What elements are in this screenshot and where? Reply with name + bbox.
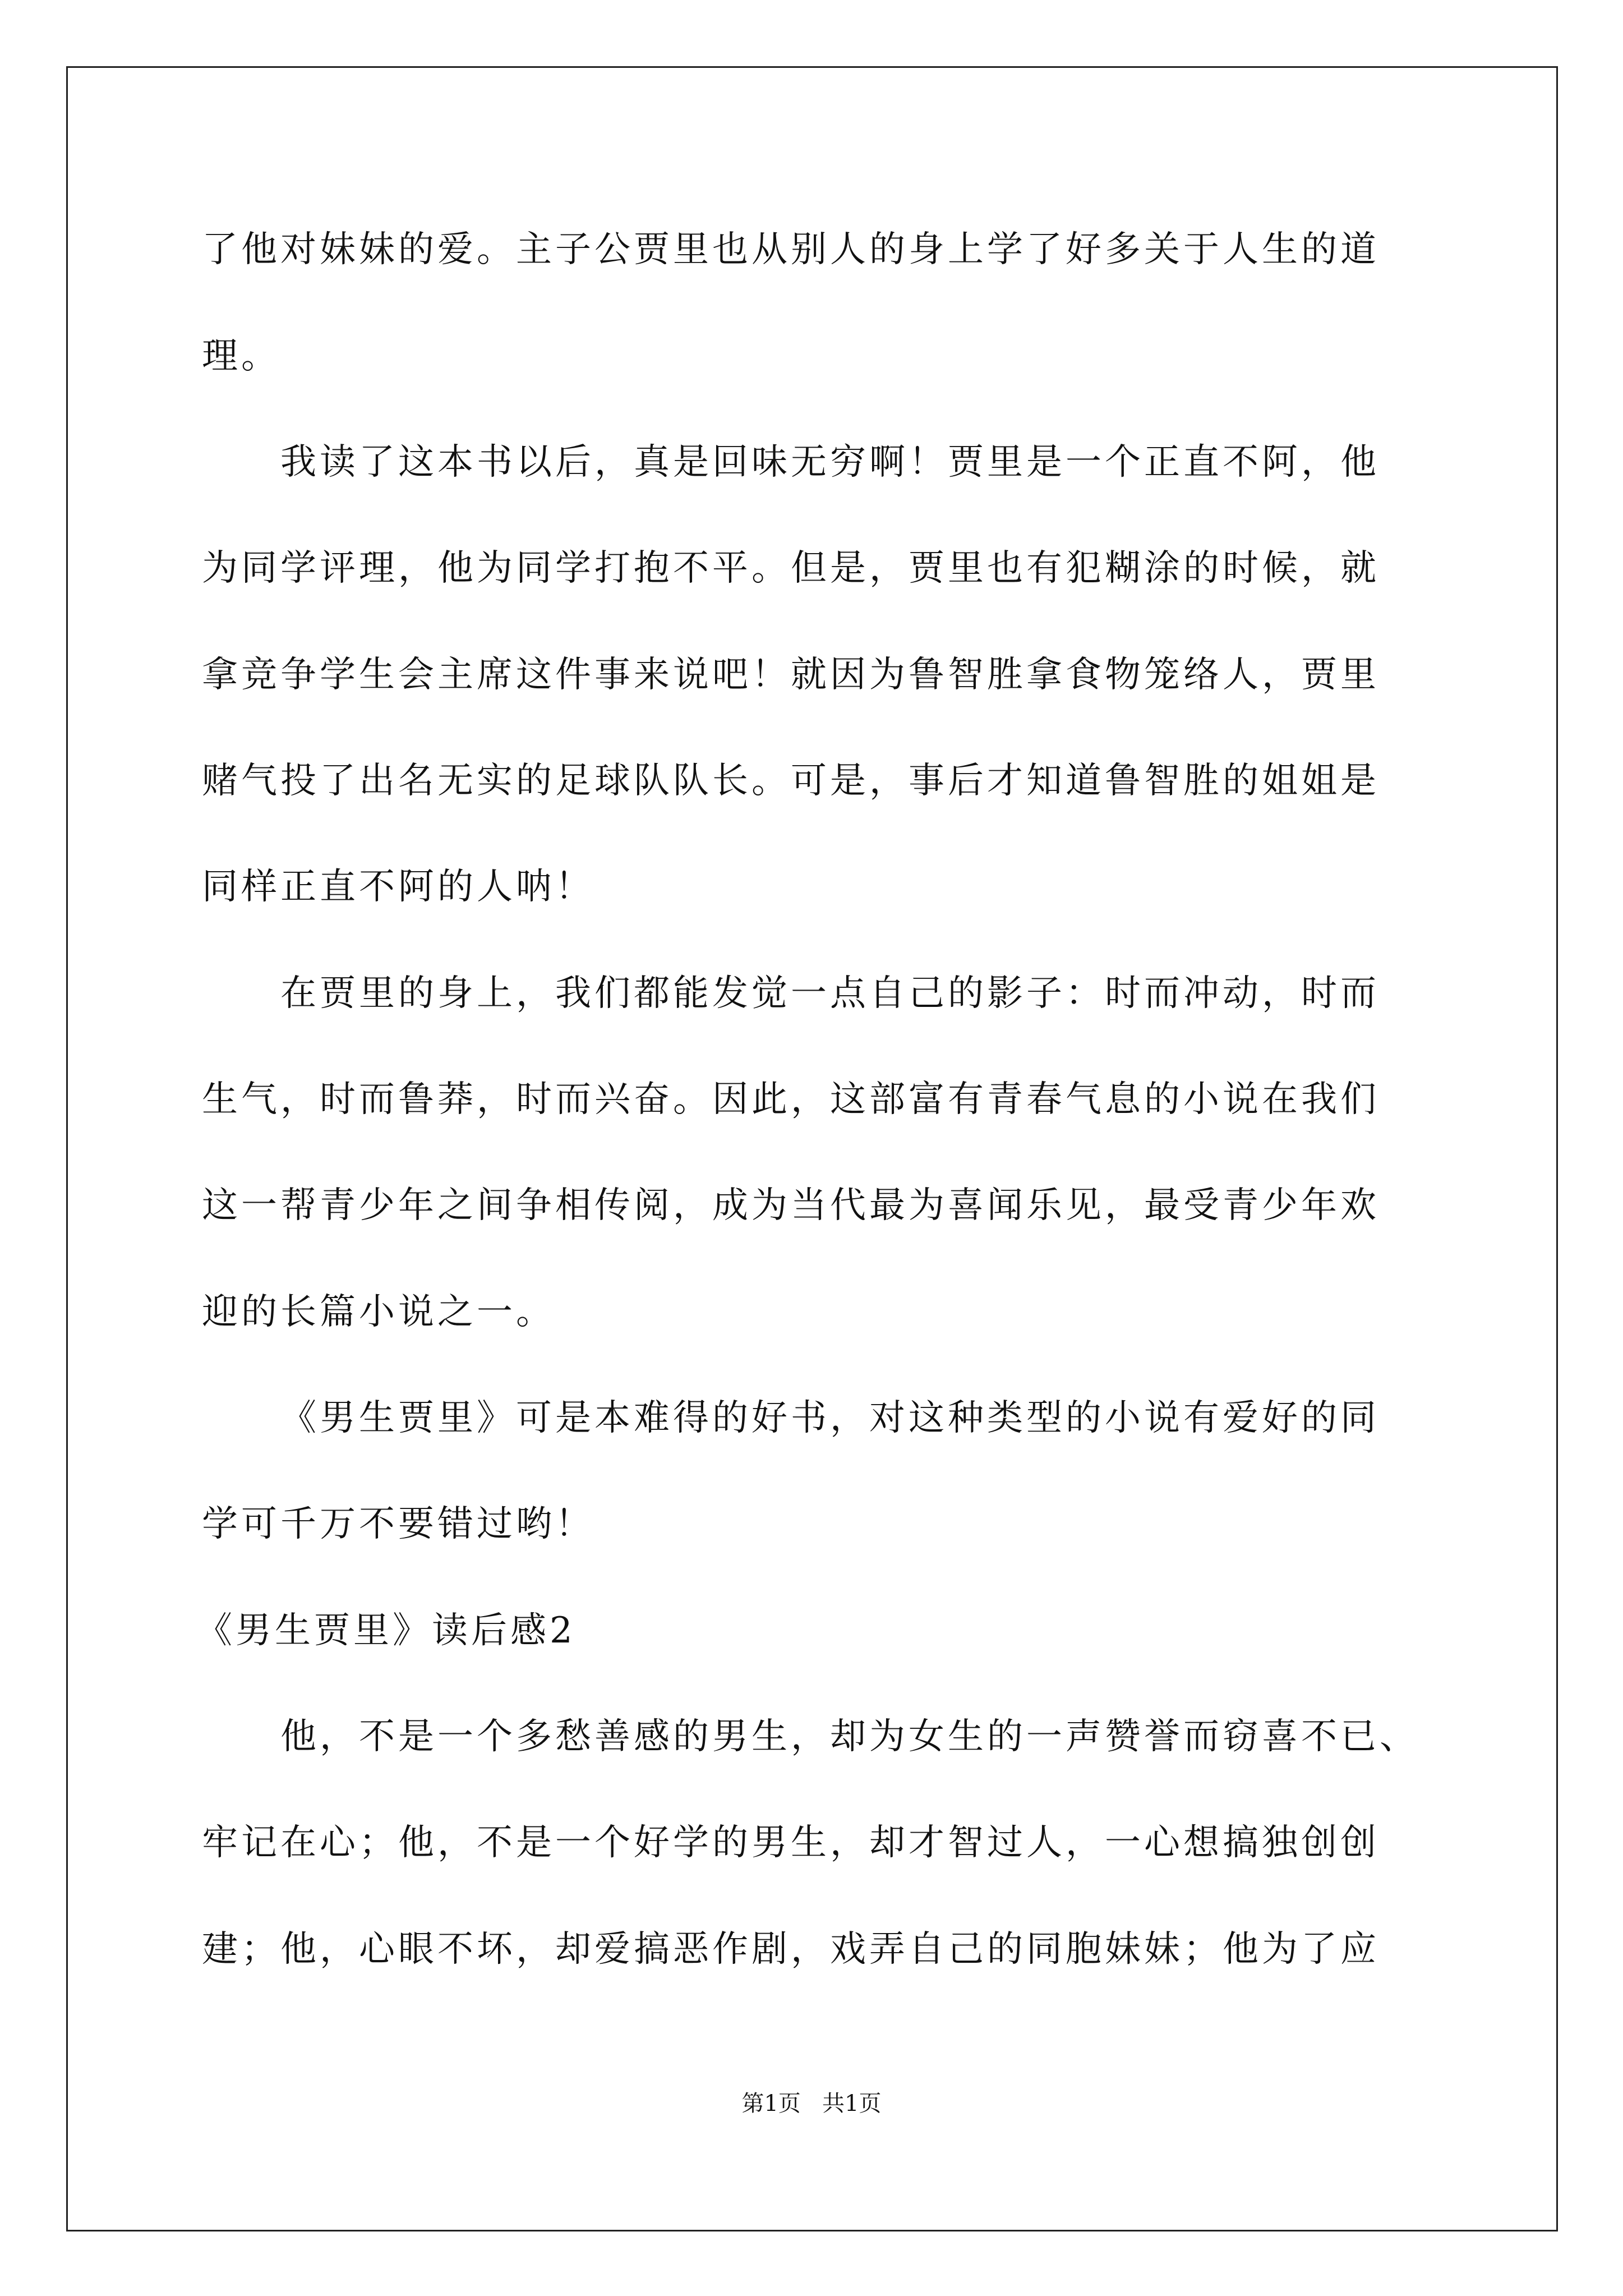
body-text-line: 理。 [202,335,280,377]
body-text-line: 建；他，心眼不坏，却爱搞恶作剧，戏弄自己的同胞妹妹；他为了应 [202,1929,1380,1970]
paragraph-first-line: 《男生贾里》可是本难得的好书，对这种类型的小说有爱好的同 [280,1397,1380,1439]
paragraph-first-line: 在贾里的身上，我们都能发觉一点自己的影子：时而冲动，时而 [280,973,1380,1014]
body-text-line: 为同学评理，他为同学打抱不平。但是，贾里也有犯糊涂的时候，就 [202,547,1380,589]
paragraph-first-line: 他，不是一个多愁善感的男生，却为女生的一声赞誉而窃喜不已、 [280,1716,1419,1757]
body-text-line: 同样正直不阿的人呐！ [202,866,594,908]
body-text-line: 生气，时而鲁莽，时而兴奋。因此，这部富有青春气息的小说在我们 [202,1079,1380,1120]
page-footer: 第1页 共1页 [741,2091,882,2116]
page-border [66,66,1558,2231]
body-text-line: 学可千万不要错过哟！ [202,1503,594,1545]
body-text-line: 赌气投了出名无实的足球队队长。可是，事后才知道鲁智胜的姐姐是 [202,760,1380,802]
body-text-line: 了他对妹妹的爱。主子公贾里也从别人的身上学了好多关于人生的道 [202,229,1380,270]
body-text-line: 迎的长篇小说之一。 [202,1291,555,1333]
body-text-line: 拿竞争学生会主席这件事来说吧！就因为鲁智胜拿食物笼络人，贾里 [202,654,1380,696]
body-text-line: 牢记在心；他，不是一个好学的男生，却才智过人，一心想搞独创创 [202,1822,1380,1864]
paragraph-first-line: 我读了这本书以后，真是回味无穷啊！贾里是一个正直不阿，他 [280,441,1380,483]
section-heading: 《男生贾里》读后感2 [196,1610,576,1651]
body-text-line: 这一帮青少年之间争相传阅，成为当代最为喜闻乐见，最受青少年欢 [202,1185,1380,1226]
